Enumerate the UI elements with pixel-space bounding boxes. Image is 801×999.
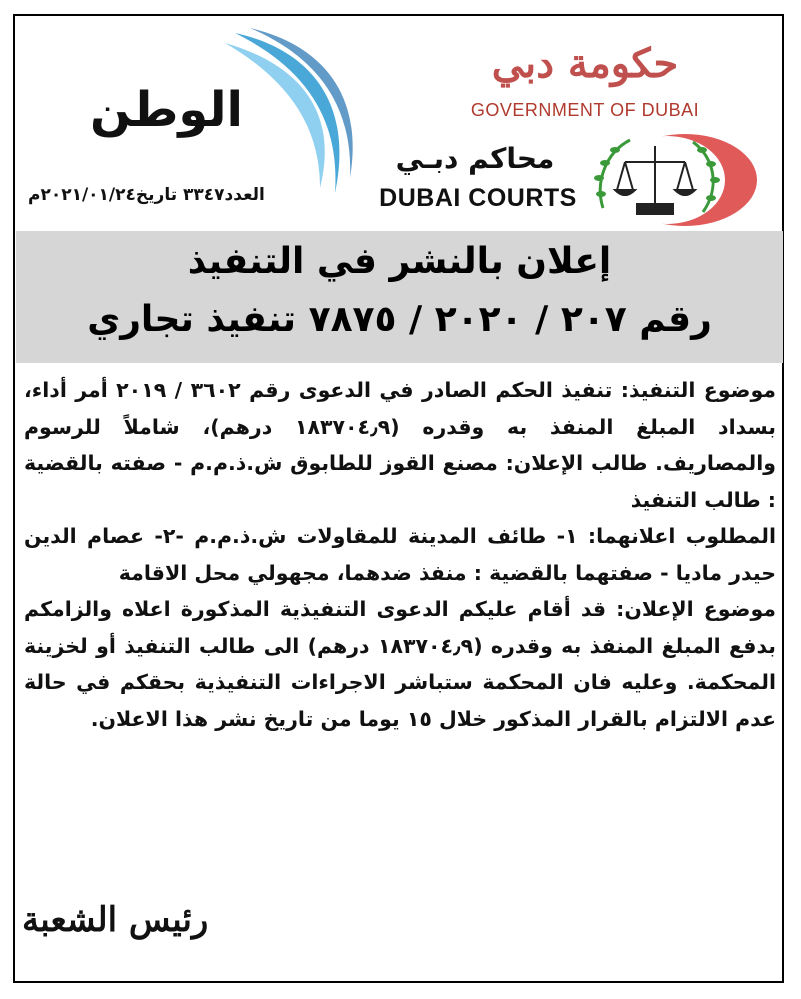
signature-department-head: رئيس الشعبة [22,900,209,940]
newspaper-name: الوطن [90,82,243,138]
government-arabic-logo: حكومة دبي [491,40,679,87]
notified-parties-paragraph: المطلوب اعلانهما: ١- طائف المدينة للمقاولات ش.ذ.م.م -٢- عصام الدين حيدر ماديا - صفتهما بالقضية : منفذ ضدهما، مجهولي محل الاقامة [24,524,776,585]
case-number: رقم ٢٠٧ / ٢٠٢٠ / ٧٨٧٥ تنفيذ تجاري [87,299,712,340]
notice-subject-paragraph: موضوع الإعلان: قد أقام عليكم الدعوى التنفيذية المذكورة اعلاه والزامكم بدفع المبلغ المنفذ به وقدره (١٨٣٧٠٤٫٩ درهم) الى طالب التنفيذ أو لخزينة المحكمة. وعليه فان المحكمة ستباشر الاجراءات التنفيذية بحقكم في حالة عدم الالتزام بالقرار المذكور خلال ١٥ يوما من تاريخ نشر هذا الاعلان. [24,597,777,731]
announcement-body [24,372,776,737]
announcement-title-band [16,231,783,363]
government-english-name: GOVERNMENT OF DUBAI [470,100,700,120]
courts-arabic-name: محاكم دبـي [395,142,555,175]
dubai-courts-scales-emblem [585,128,760,228]
courts-english-name: DUBAI COURTS [379,184,577,212]
execution-subject-paragraph: موضوع التنفيذ: تنفيذ الحكم الصادر في الدعوى رقم ٣٦٠٢ / ٢٠١٩ أمر أداء، بسداد المبلغ المنفذ به وقدره (١٨٣٧٠٤٫٩ درهم)، شاملاً للرسوم والمصاريف. طالب الإعلان: مصنع القوز للطابوق ش.ذ.م.م - صفته بالقضية : طالب التنفيذ [24,378,777,512]
announcement-title: إعلان بالنشر في التنفيذ [187,241,612,282]
issue-number-date: العدد٣٣٤٧ تاريخ٢٠٢١/٠١/٢٤م [28,185,265,205]
